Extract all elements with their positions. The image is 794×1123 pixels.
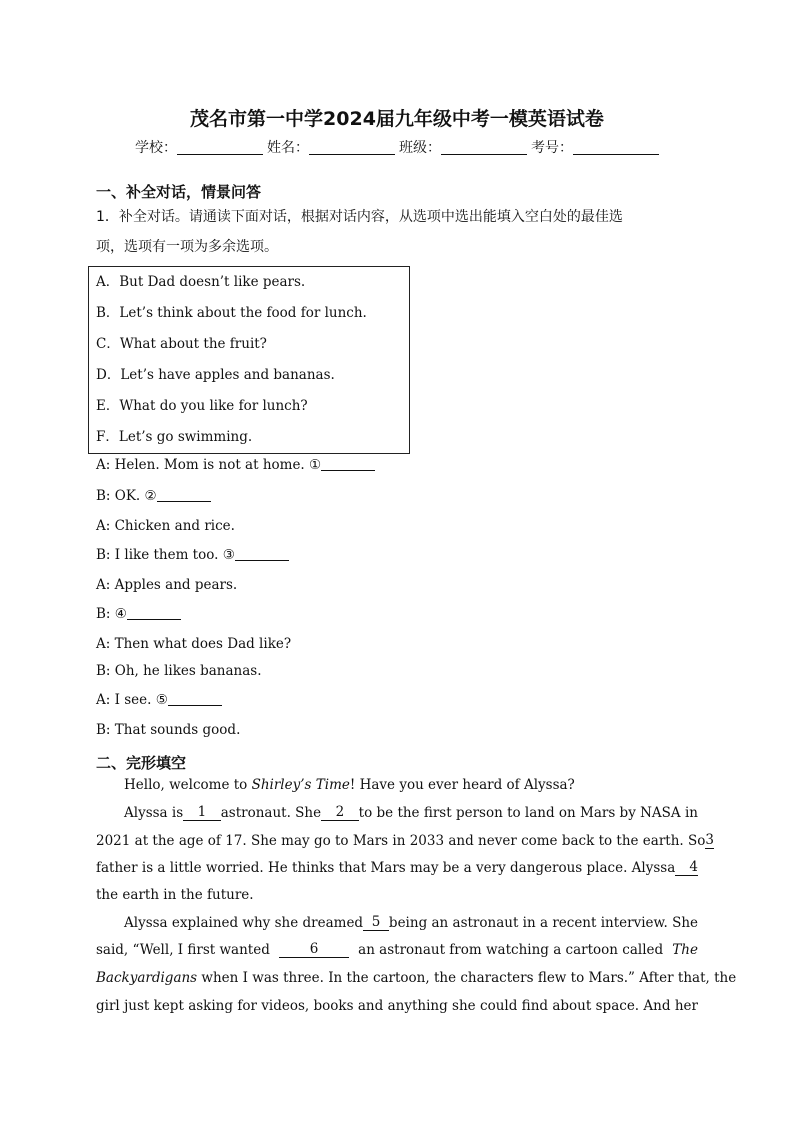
name-label: 姓名： <box>267 140 309 156</box>
answer-blank-1[interactable] <box>321 458 375 471</box>
dialogue-line: A: I see. ⑤ <box>96 692 222 708</box>
dialogue-line: B: That sounds good. <box>96 722 241 738</box>
cloze-blank-5[interactable]: 5 <box>363 915 389 931</box>
number-label: 考号： <box>531 140 573 156</box>
cloze-blank-4[interactable]: 4 <box>675 860 698 876</box>
dialogue-line: B: Oh, he likes bananas. <box>96 663 262 679</box>
option-e: E．What do you like for lunch? <box>96 398 308 414</box>
student-info-row <box>0 137 794 157</box>
dialogue-line: A: Then what does Dad like? <box>96 636 292 652</box>
instruction-line-2: 项，选项有一项为多余选项。 <box>96 239 278 255</box>
passage-line: girl just kept asking for videos, books and anything she could find about space. And her <box>96 998 698 1014</box>
option-c: C．What about the fruit? <box>96 336 267 352</box>
passage-line: Alyssa explained why she dreamed 5 being an astronaut in a recent interview. She <box>124 914 698 931</box>
passage-line: 2021 at the age of 17. She may go to Mars in 2033 and never come back to the earth. So 3 <box>96 832 714 849</box>
passage-line: the earth in the future. <box>96 887 254 903</box>
answer-blank-3[interactable] <box>235 548 289 561</box>
passage-line: Backyardigans when I was three. In the cartoon, the characters flew to Mars.” After that, the <box>96 970 737 986</box>
exam-title: 茂名市第一中学2024届九年级中考一模英语试卷 <box>190 108 604 130</box>
cloze-blank-3[interactable]: 3 <box>705 832 714 848</box>
cloze-blank-1[interactable]: 1 <box>183 805 221 821</box>
name-field[interactable] <box>309 140 395 155</box>
answer-blank-4[interactable] <box>127 607 181 620</box>
class-label: 班级： <box>399 140 441 156</box>
passage-line: Hello, welcome to Shirley’s Time! Have you ever heard of Alyssa? <box>124 777 575 793</box>
school-field[interactable] <box>177 140 263 155</box>
passage-line: said, “Well, I first wanted 6 an astronaut from watching a cartoon called The <box>96 941 698 958</box>
dialogue-line: B: OK. ② <box>96 488 211 504</box>
number-field[interactable] <box>573 140 659 155</box>
instruction-line-1: 1．补全对话。请通读下面对话，根据对话内容，从选项中选出能填入空白处的最佳选 <box>96 209 623 225</box>
section2-heading: 二、完形填空 <box>96 754 187 772</box>
cloze-blank-6[interactable]: 6 <box>279 942 349 958</box>
option-d: D．Let’s have apples and bananas. <box>96 367 335 383</box>
cloze-blank-2[interactable]: 2 <box>321 805 359 821</box>
dialogue-line: B: I like them too. ③ <box>96 547 289 563</box>
passage-line: Alyssa is 1 astronaut. She 2 to be the first person to land on Mars by NASA in <box>124 804 698 821</box>
show-title: Shirley’s Time <box>251 777 350 793</box>
section1-heading: 一、补全对话，情景问答 <box>96 183 262 201</box>
option-b: B．Let’s think about the food for lunch. <box>96 305 367 321</box>
answer-blank-2[interactable] <box>157 489 211 502</box>
class-field[interactable] <box>441 140 527 155</box>
dialogue-line: B: ④ <box>96 606 181 622</box>
answer-blank-5[interactable] <box>168 693 222 706</box>
dialogue-line: A: Apples and pears. <box>96 577 238 593</box>
dialogue-line: A: Helen. Mom is not at home. ① <box>96 457 375 473</box>
school-label: 学校： <box>135 140 177 156</box>
dialogue-line: A: Chicken and rice. <box>96 518 235 534</box>
passage-line: father is a little worried. He thinks that Mars may be a very dangerous place. Alyssa 4 <box>96 859 698 876</box>
cartoon-title: Backyardigans <box>96 970 198 986</box>
option-f: F．Let’s go swimming. <box>96 429 253 445</box>
option-a: A．But Dad doesn’t like pears. <box>96 274 306 290</box>
